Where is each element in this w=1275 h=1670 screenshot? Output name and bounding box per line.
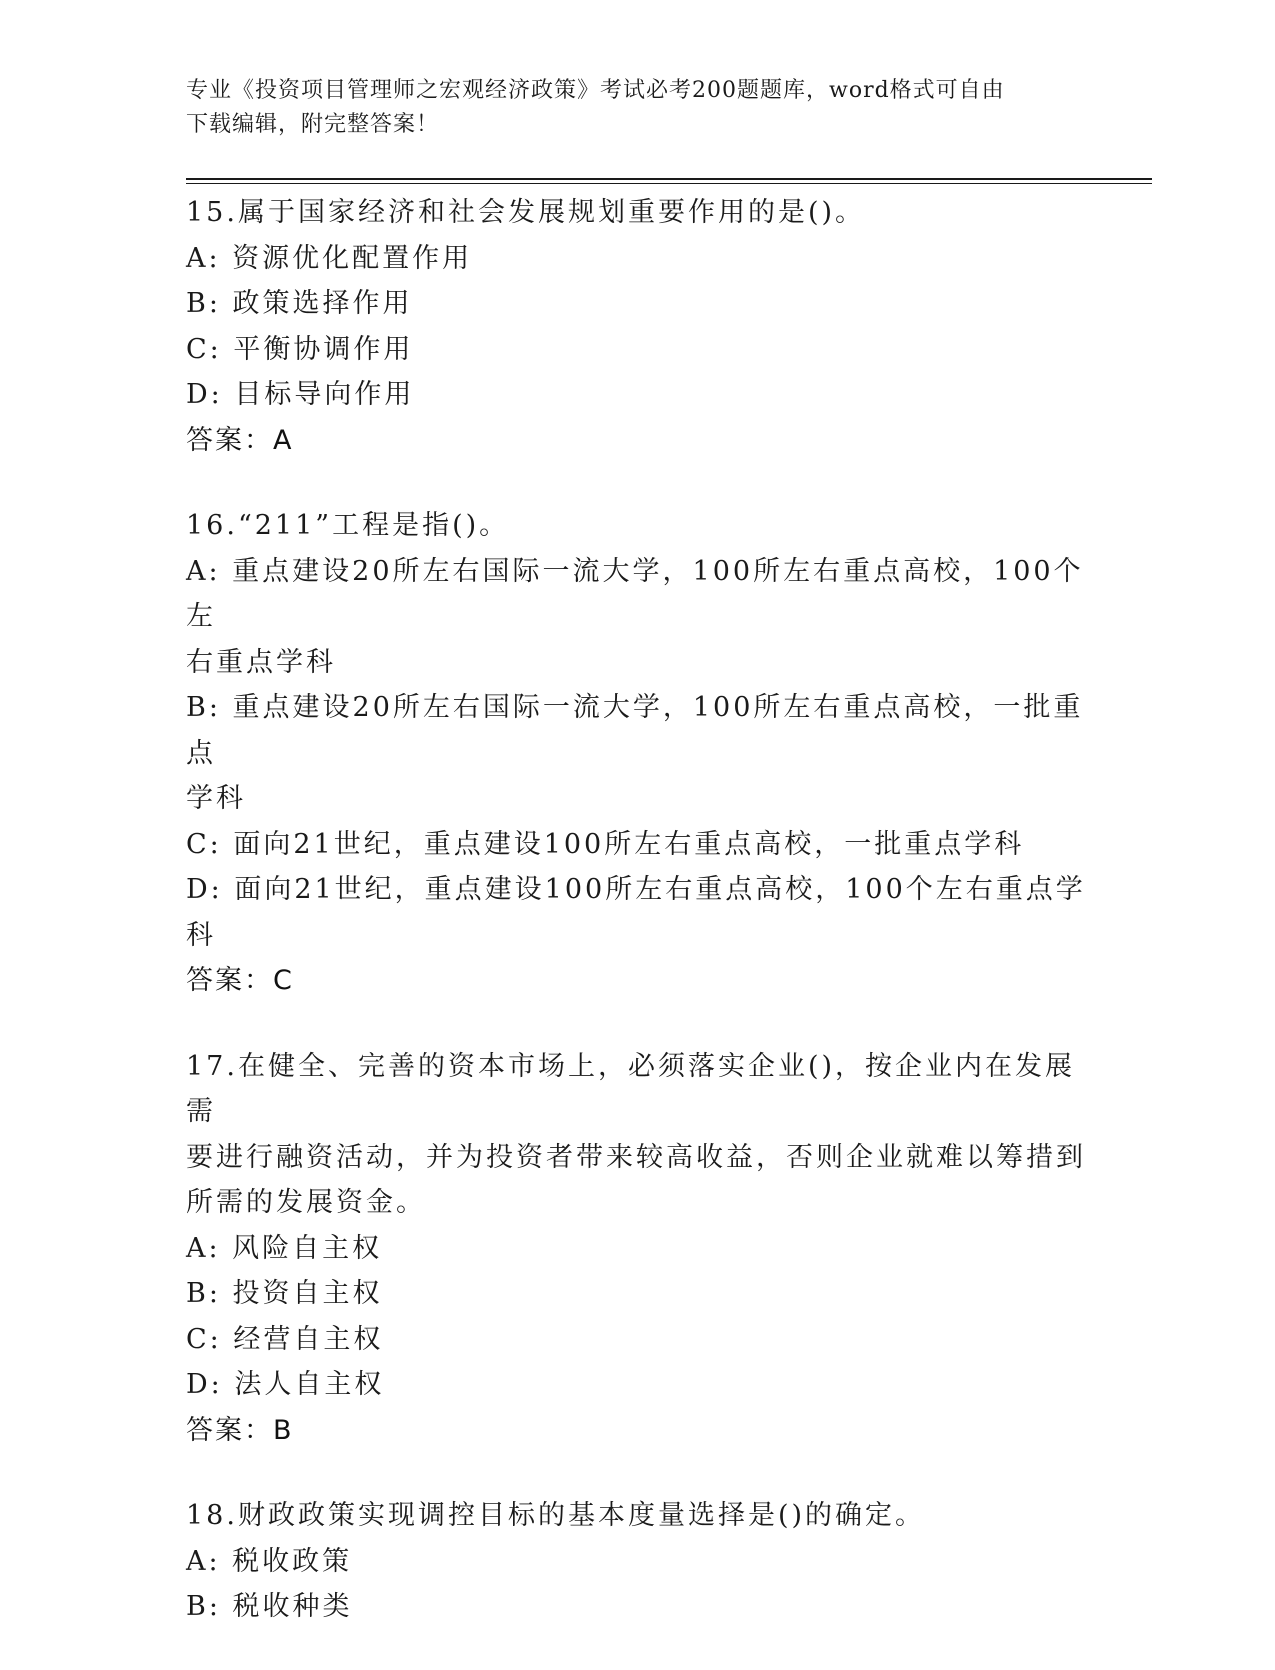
- option-a-continued: 右重点学科: [186, 646, 336, 678]
- option-c: C: 经营自主权: [186, 1323, 384, 1355]
- option-c: C: 面向21世纪，重点建设100所左右重点高校，一批重点学科: [186, 828, 1025, 860]
- header-divider-thick: [186, 178, 1152, 180]
- question-stem-continued: 要进行融资活动，并为投资者带来较高收益，否则企业就难以筹措到: [186, 1141, 1086, 1173]
- option-a: A: 税收政策: [186, 1545, 353, 1577]
- option-d: D: 法人自主权: [186, 1369, 385, 1400]
- option-a: A: 风险自主权: [186, 1232, 383, 1264]
- question-17: [186, 1044, 1086, 1454]
- option-a: A: 重点建设20所左右国际一流大学，100所左右重点高校，100个左: [186, 555, 1084, 632]
- option-b: B: 税收种类: [186, 1591, 353, 1622]
- option-c: C: 平衡协调作用: [186, 333, 414, 365]
- question-15: [186, 190, 1086, 463]
- question-16: [186, 503, 1086, 1004]
- answer-label: 答案：A: [186, 424, 294, 456]
- answer-label: 答案：B: [186, 1414, 294, 1446]
- question-stem: 18.财政政策实现调控目标的基本度量选择是()的确定。: [186, 1500, 926, 1531]
- option-a: A: 资源优化配置作用: [186, 242, 473, 274]
- option-b-continued: 学科: [186, 783, 246, 814]
- option-d: D: 目标导向作用: [186, 379, 415, 410]
- header-divider-thin: [186, 183, 1152, 184]
- question-stem: 15.属于国家经济和社会发展规划重要作用的是()。: [186, 197, 866, 228]
- header-line-1: 专业《投资项目管理师之宏观经济政策》考试必考200题题库，word格式可自由: [186, 78, 1005, 103]
- question-stem-continued: 所需的发展资金。: [186, 1187, 426, 1218]
- option-b: B: 政策选择作用: [186, 288, 413, 319]
- document-header: [186, 74, 1066, 142]
- option-d: D: 面向21世纪，重点建设100所左右重点高校，100个左右重点学科: [186, 874, 1086, 951]
- answer-label: 答案：C: [186, 965, 294, 996]
- question-stem: 17.在健全、完善的资本市场上，必须落实企业()，按企业内在发展需: [186, 1050, 1076, 1127]
- question-18: [186, 1493, 1086, 1630]
- option-b: B: 重点建设20所左右国际一流大学，100所左右重点高校，一批重点: [186, 692, 1084, 769]
- header-line-2: 下载编辑，附完整答案！: [186, 112, 440, 137]
- option-b: B: 投资自主权: [186, 1278, 383, 1309]
- question-stem: 16.“211”工程是指()。: [186, 510, 510, 541]
- question-list: [186, 190, 1086, 1670]
